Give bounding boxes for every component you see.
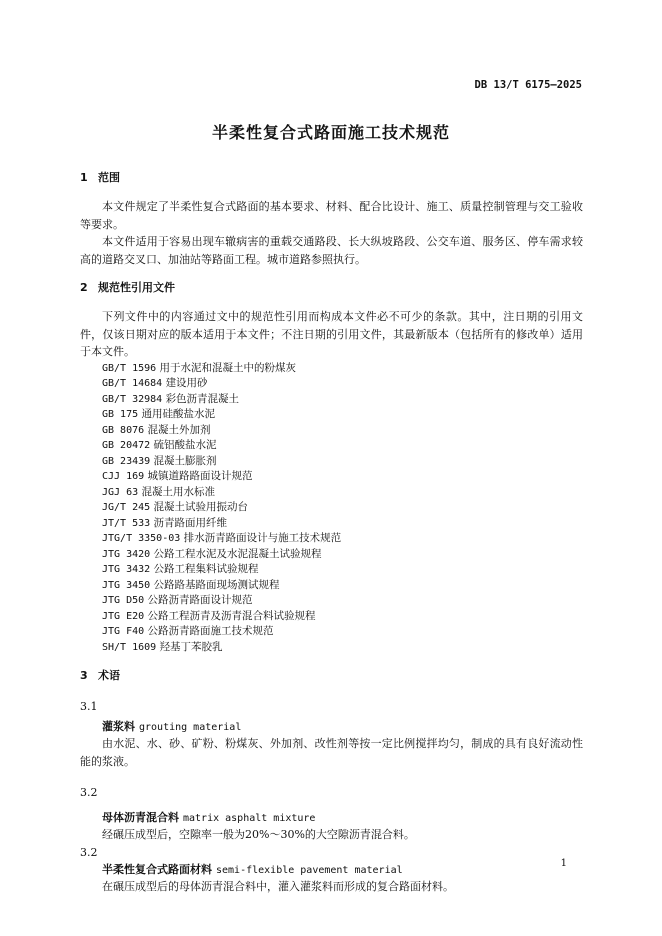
- reference-title: 排水沥青路面设计与施工技术规范: [183, 532, 342, 544]
- section-number: 1: [80, 171, 88, 184]
- section-heading-terms: [80, 667, 583, 684]
- reference-code: JTG 3432: [102, 564, 151, 575]
- reference-title: 公路沥青路面设计规范: [147, 594, 253, 606]
- reference-list: [80, 361, 583, 656]
- reference-code: GB 175: [102, 409, 139, 420]
- term-name-zh: 灌浆料: [102, 720, 135, 733]
- reference-title: 硫铝酸盐水泥: [153, 439, 217, 451]
- reference-title: 公路工程沥青及沥青混合料试验规程: [147, 609, 316, 622]
- reference-title: 沥青路面用纤维: [153, 516, 228, 529]
- reference-item: [80, 547, 583, 563]
- reference-item: [80, 500, 583, 516]
- section-number: 2: [80, 281, 88, 294]
- paragraph: 下列文件中的内容通过文中的规范性引用而构成本文件必不可少的条款。其中，注日期的引用文件，仅该日期对应的版本适用于本文件；不注日期的引用文件，其最新版本（包括所有的修改单）适用于本文件。: [80, 310, 583, 358]
- paragraph: 本文件规定了半柔性复合式路面的基本要求、材料、配合比设计、施工、质量控制管理与交工验收等要求。: [80, 200, 583, 231]
- reference-title: 公路工程水泥及水泥混凝土试验规程: [153, 547, 322, 560]
- term-number: 3.1: [80, 700, 98, 713]
- reference-code: JTG 3450: [102, 579, 151, 591]
- reference-item: [80, 376, 583, 392]
- reference-title: 混凝土膨胀剂: [153, 454, 217, 467]
- paragraph: 本文件适用于容易出现车辙病害的重载交通路段、长大纵坡路段、公交车道、服务区、停车需求较高的道路交叉口、加油站等路面工程。城市道路参照执行。: [80, 235, 583, 266]
- document-title: 半柔性复合式路面施工技术规范: [211, 123, 450, 142]
- reference-code: GB 8076: [102, 424, 145, 436]
- document-body: [80, 169, 583, 895]
- reference-code: GB 23439: [102, 455, 151, 467]
- reference-item: [80, 562, 583, 578]
- reference-title: 混凝土外加剂: [147, 423, 211, 436]
- section-title: 术语: [98, 669, 120, 682]
- term-definition: 由水泥、水、砂、矿粉、粉煤灰、外加剂、改性剂等按一定比例搅拌均匀，制成的具有良好流动性能的浆液。: [80, 737, 583, 768]
- reference-item: [80, 485, 583, 501]
- term-definition: 在碾压成型后的母体沥青混合料中，灌入灌浆料而形成的复合路面材料。: [102, 879, 454, 893]
- reference-item: [80, 593, 583, 609]
- term-name-zh: 半柔性复合式路面材料: [102, 862, 212, 876]
- reference-title: 公路工程集料试验规程: [153, 563, 259, 575]
- term-number: 3.2: [80, 786, 98, 799]
- reference-title: 彩色沥青混凝土: [165, 392, 240, 405]
- reference-item: [80, 624, 583, 640]
- reference-code: JT/T 533: [102, 517, 151, 529]
- reference-code: JGJ 63: [102, 486, 139, 498]
- term-name-zh: 母体沥青混合料: [102, 811, 179, 824]
- reference-title: 城镇道路路面设计规范: [147, 470, 253, 482]
- reference-item: [80, 423, 583, 439]
- section-title: 范围: [98, 171, 120, 184]
- reference-item: [80, 516, 583, 532]
- reference-title: 混凝土试验用振动台: [153, 501, 249, 513]
- reference-code: GB/T 32984: [102, 393, 163, 405]
- reference-item: [80, 407, 583, 423]
- reference-title: 羟基丁苯胶乳: [159, 640, 223, 653]
- reference-code: JTG E20: [102, 610, 145, 622]
- term-name-en: matrix asphalt mixture: [183, 813, 316, 824]
- reference-code: SH/T 1609: [102, 641, 157, 653]
- term-name: [80, 809, 583, 826]
- reference-item: [80, 454, 583, 470]
- reference-item: [80, 361, 583, 377]
- reference-item: [80, 578, 583, 594]
- reference-title: 公路路基路面现场测试规程: [153, 578, 280, 591]
- reference-code: JTG D50: [102, 595, 145, 606]
- reference-code: GB/T 14684: [102, 378, 163, 389]
- reference-title: 用于水泥和混凝土中的粉煤灰: [159, 361, 297, 374]
- reference-code: JTG 3420: [102, 548, 151, 560]
- reference-item: [80, 438, 583, 454]
- term-name: [80, 718, 583, 735]
- reference-item: [80, 640, 583, 656]
- reference-title: 公路沥青路面施工技术规范: [147, 625, 274, 637]
- reference-title: 通用硅酸盐水泥: [141, 408, 215, 420]
- page-number: 1: [560, 858, 567, 869]
- document-number: DB 13/T 6175—2025: [474, 79, 582, 91]
- reference-item: [80, 531, 583, 547]
- reference-title: 建设用砂: [165, 377, 208, 389]
- section-heading-normative-references: [80, 279, 583, 296]
- section-heading-scope: [80, 169, 583, 186]
- reference-code: JG/T 245: [102, 502, 151, 513]
- section-number: 3: [80, 669, 88, 682]
- term-name-en: grouting material: [139, 722, 242, 733]
- term-number: 3.2: [80, 845, 98, 859]
- term-name: [80, 861, 583, 878]
- reference-code: GB 20472: [102, 440, 151, 451]
- reference-code: CJJ 169: [102, 471, 145, 482]
- reference-code: JTG F40: [102, 626, 145, 637]
- reference-code: GB/T 1596: [102, 362, 157, 374]
- reference-title: 混凝土用水标准: [141, 485, 215, 498]
- term-definition: 经碾压成型后，空隙率一般为20%～30%的大空隙沥青混合料。: [102, 828, 415, 841]
- term-name-en: semi-flexible pavement material: [216, 864, 403, 876]
- reference-code: JTG/T 3350-03: [102, 533, 181, 544]
- reference-item: [80, 609, 583, 625]
- reference-item: [80, 392, 583, 408]
- section-title: 规范性引用文件: [98, 281, 175, 294]
- reference-item: [80, 469, 583, 485]
